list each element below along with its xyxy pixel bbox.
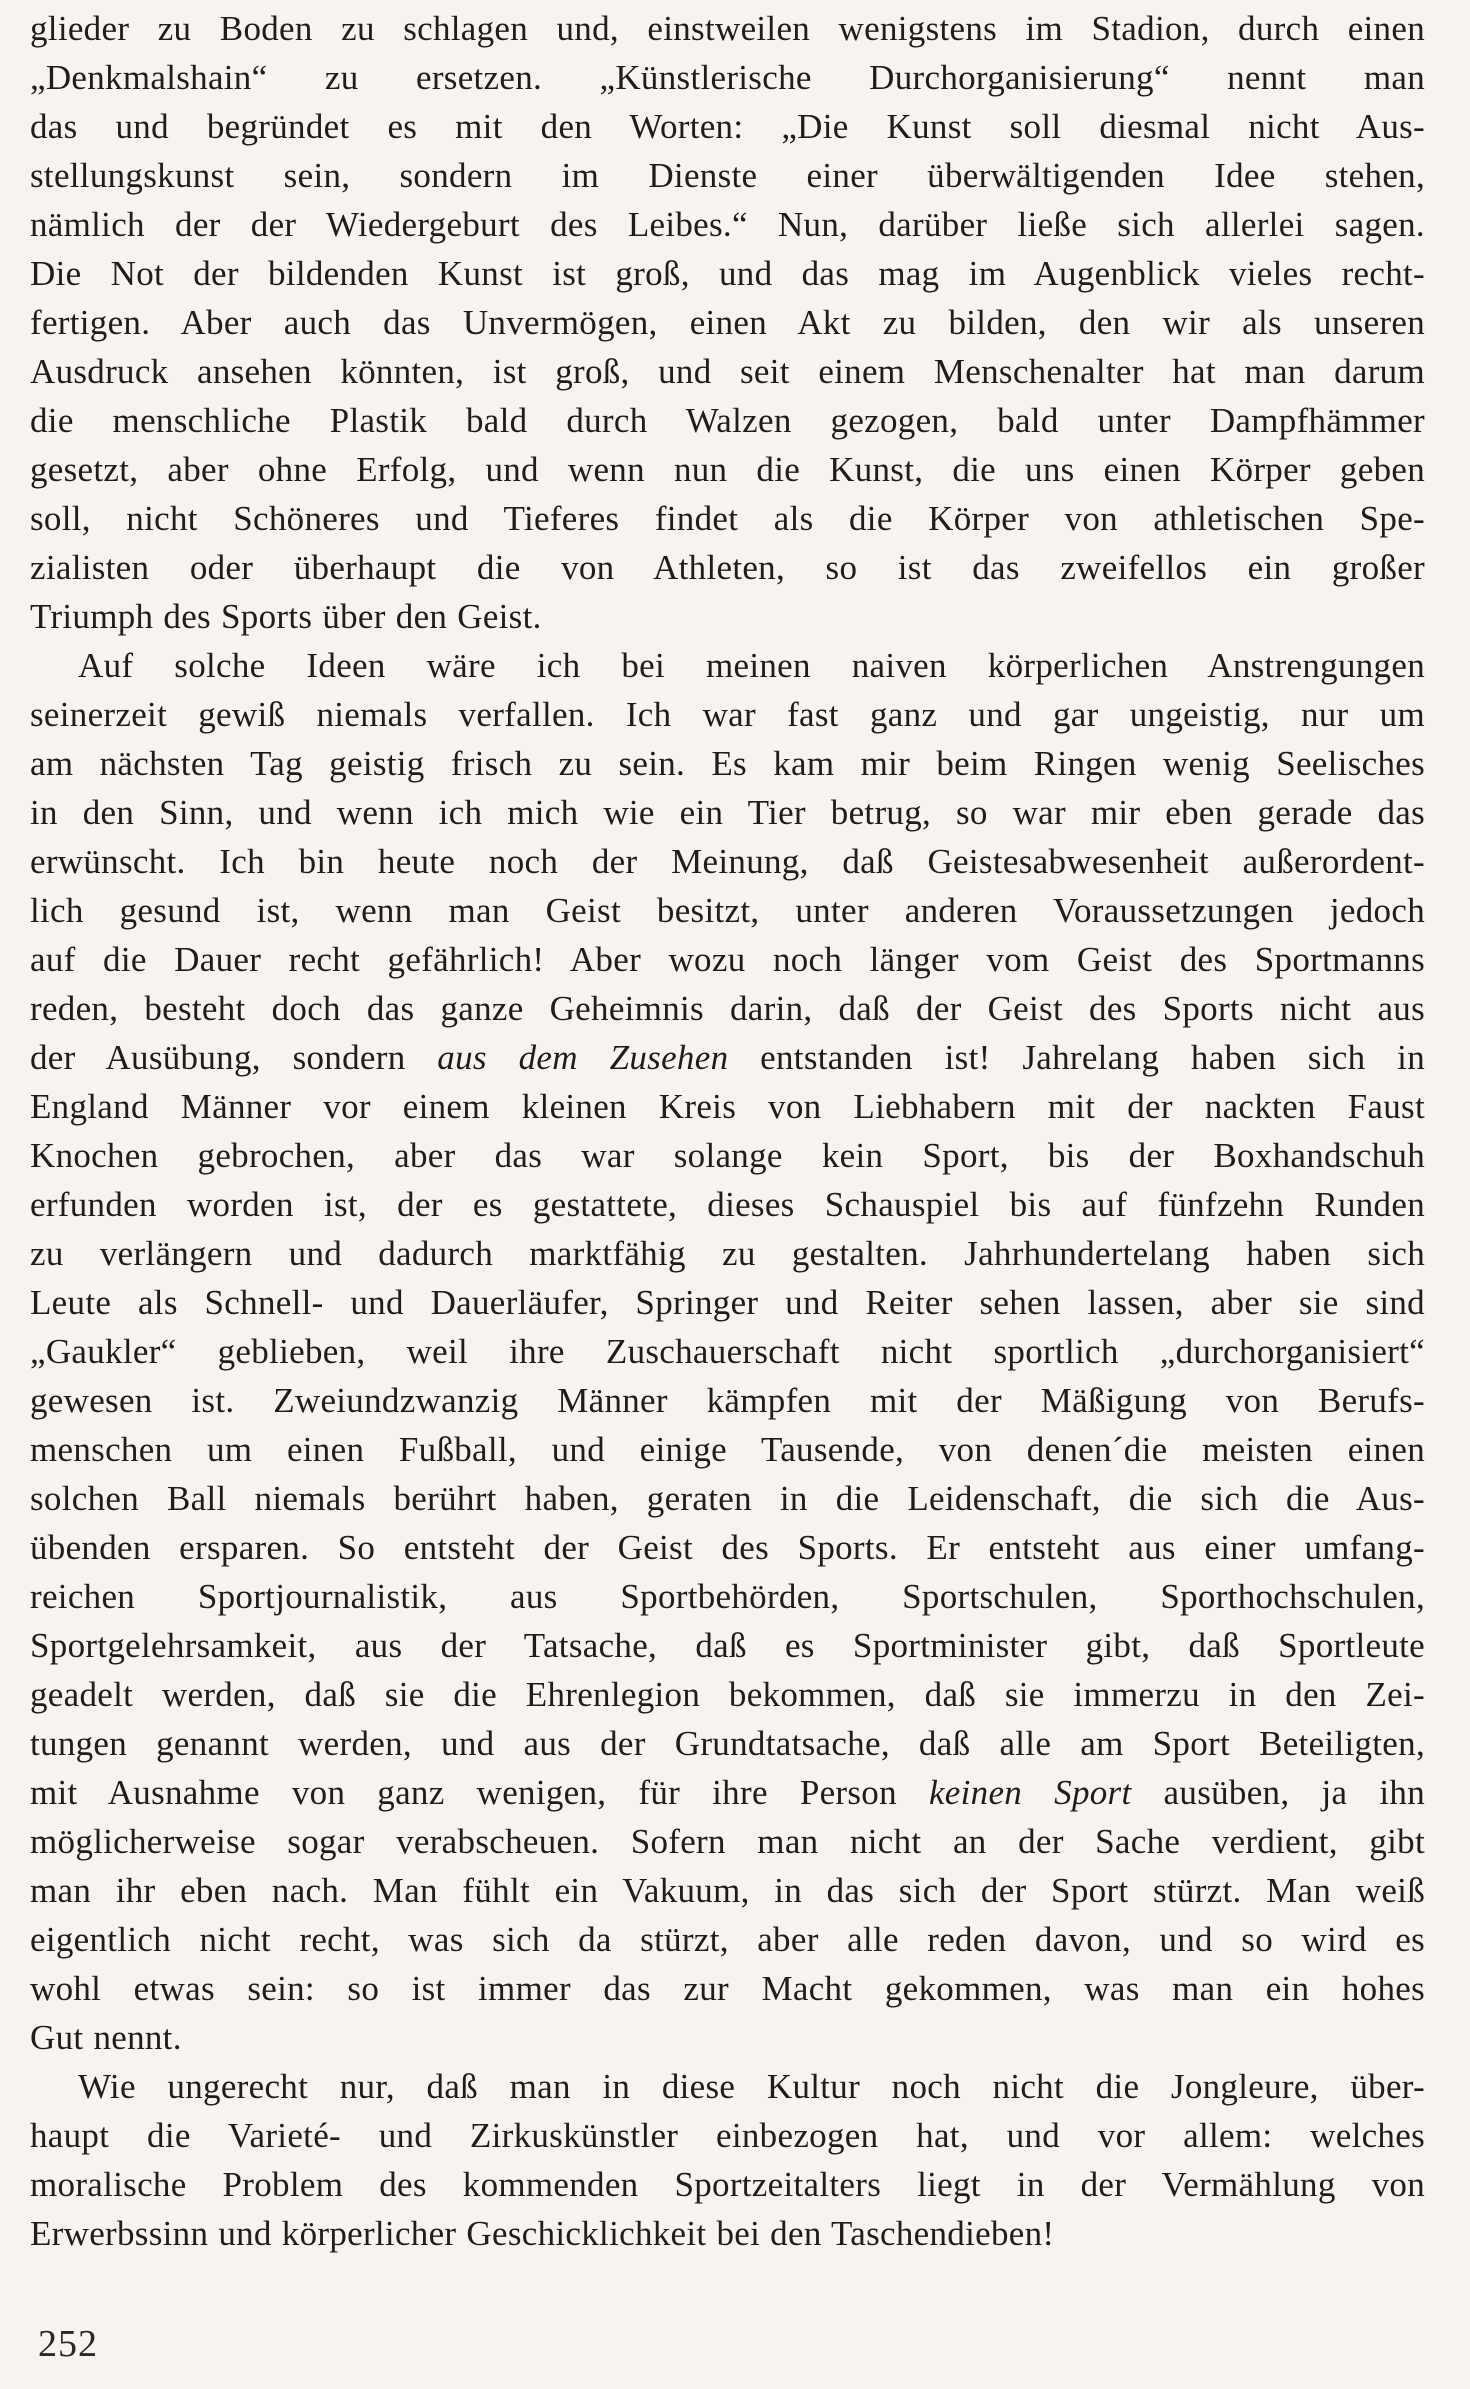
text-line: möglicherweise sogar verabscheuen. Sofern man nicht an der Sache verdient, gibt <box>30 1822 1425 1861</box>
text-line: tungen genannt werden, und aus der Grundtatsache, daß alle am Sport Beteiligten, <box>30 1724 1425 1763</box>
text-line: moralische Problem des kommenden Sportzeitalters liegt in der Vermählung von <box>30 2165 1425 2204</box>
emphasized-text: keinen Sport <box>928 1773 1132 1812</box>
text-line: haupt die Varieté- und Zirkuskünstler einbezogen hat, und vor allem: welches <box>30 2116 1425 2155</box>
text-line: zialisten oder überhaupt die von Athleten, so ist das zweifellos ein großer <box>30 548 1425 587</box>
text-line: man ihr eben nach. Man fühlt ein Vakuum, in das sich der Sport stürzt. Man weiß <box>30 1871 1425 1910</box>
text-segment: mit Ausnahme von ganz wenigen, für ihre Person <box>30 1773 929 1812</box>
text-line: in den Sinn, und wenn ich mich wie ein Tier betrug, so war mir eben gerade das <box>30 793 1425 832</box>
text-line: zu verlängern und dadurch marktfähig zu gestalten. Jahrhundertelang haben sich <box>30 1234 1425 1273</box>
text-line: am nächsten Tag geistig frisch zu sein. Es kam mir beim Ringen wenig Seelisches <box>30 744 1425 783</box>
text-line: gesetzt, aber ohne Erfolg, und wenn nun die Kunst, die uns einen Körper geben <box>30 450 1425 489</box>
paragraph-end-line: Gut nennt. <box>30 2018 182 2057</box>
text-line: erwünscht. Ich bin heute noch der Meinung, daß Geistesabwesenheit außerordent- <box>30 842 1425 881</box>
text-line: Ausdruck ansehen könnten, ist groß, und seit einem Menschenalter hat man darum <box>30 352 1425 391</box>
text-line: auf die Dauer recht gefährlich! Aber wozu noch länger vom Geist des Sportmanns <box>30 940 1425 979</box>
text-segment: ausüben, ja ihn <box>1131 1773 1425 1812</box>
text-line: wohl etwas sein: so ist immer das zur Macht gekommen, was man ein hohes <box>30 1969 1425 2008</box>
paragraph-start-line: Auf solche Ideen wäre ich bei meinen naiven körperlichen Anstrengungen <box>78 646 1425 685</box>
text-line: menschen um einen Fußball, und einige Tausende, von denen´die meisten einen <box>30 1430 1425 1469</box>
text-line: glieder zu Boden zu schlagen und, einstweilen wenigstens im Stadion, durch einen <box>30 9 1425 48</box>
text-line: erfunden worden ist, der es gestattete, dieses Schauspiel bis auf fünfzehn Runden <box>30 1185 1425 1224</box>
text-line: Leute als Schnell- und Dauerläufer, Springer und Reiter sehen lassen, aber sie sind <box>30 1283 1425 1322</box>
paragraph-start-line: Wie ungerecht nur, daß man in diese Kultur noch nicht die Jongleure, über- <box>78 2067 1425 2106</box>
text-line: die menschliche Plastik bald durch Walzen gezogen, bald unter Dampfhämmer <box>30 401 1425 440</box>
text-line: stellungskunst sein, sondern im Dienste einer überwältigenden Idee stehen, <box>30 156 1425 195</box>
text-line: Die Not der bildenden Kunst ist groß, und das mag im Augenblick vieles recht- <box>30 254 1425 293</box>
paragraph-end-line: Triumph des Sports über den Geist. <box>30 597 542 636</box>
text-line: fertigen. Aber auch das Unvermögen, einen Akt zu bilden, den wir als unseren <box>30 303 1425 342</box>
emphasized-text: aus dem Zusehen <box>437 1038 729 1077</box>
text-segment: entstanden ist! Jahrelang haben sich in <box>728 1038 1425 1077</box>
text-line: geadelt werden, daß sie die Ehrenlegion bekommen, daß sie immerzu in den Zei- <box>30 1675 1425 1714</box>
body-text <box>30 4 1425 2258</box>
text-line: Sportgelehrsamkeit, aus der Tatsache, daß es Sportminister gibt, daß Sportleute <box>30 1626 1425 1665</box>
page-number: 252 <box>38 2323 98 2365</box>
text-segment: der Ausübung, sondern <box>30 1038 438 1077</box>
text-line: das und begründet es mit den Worten: „Die Kunst soll diesmal nicht Aus- <box>30 107 1425 146</box>
text-line: Knochen gebrochen, aber das war solange kein Sport, bis der Boxhandschuh <box>30 1136 1425 1175</box>
text-line: England Männer vor einem kleinen Kreis von Liebhabern mit der nackten Faust <box>30 1087 1425 1126</box>
text-line: reden, besteht doch das ganze Geheimnis darin, daß der Geist des Sports nicht aus <box>30 989 1425 1028</box>
text-line: soll, nicht Schöneres und Tieferes findet als die Körper von athletischen Spe- <box>30 499 1425 538</box>
paragraph-end-line: Erwerbssinn und körperlicher Geschicklichkeit bei den Taschendieben! <box>30 2214 1055 2253</box>
text-line: gewesen ist. Zweiundzwanzig Männer kämpfen mit der Mäßigung von Berufs- <box>30 1381 1425 1420</box>
text-line-with-emphasis <box>30 1768 1425 1817</box>
text-line: seinerzeit gewiß niemals verfallen. Ich war fast ganz und gar ungeistig, nur um <box>30 695 1425 734</box>
text-line: übenden ersparen. So entsteht der Geist des Sports. Er entsteht aus einer umfang- <box>30 1528 1425 1567</box>
text-line-with-emphasis <box>30 1033 1425 1082</box>
text-line: „Denkmalshain“ zu ersetzen. „Künstlerische Durchorganisierung“ nennt man <box>30 58 1425 97</box>
text-line: solchen Ball niemals berührt haben, geraten in die Leidenschaft, die sich die Aus- <box>30 1479 1425 1518</box>
text-line: „Gaukler“ geblieben, weil ihre Zuschauerschaft nicht sportlich „durchorganisiert“ <box>30 1332 1425 1371</box>
text-line: nämlich der der Wiedergeburt des Leibes.“ Nun, darüber ließe sich allerlei sagen. <box>30 205 1425 244</box>
text-line: eigentlich nicht recht, was sich da stürzt, aber alle reden davon, und so wird es <box>30 1920 1425 1959</box>
text-line: reichen Sportjournalistik, aus Sportbehörden, Sportschulen, Sporthochschulen, <box>30 1577 1425 1616</box>
text-line: lich gesund ist, wenn man Geist besitzt, unter anderen Voraussetzungen jedoch <box>30 891 1425 930</box>
